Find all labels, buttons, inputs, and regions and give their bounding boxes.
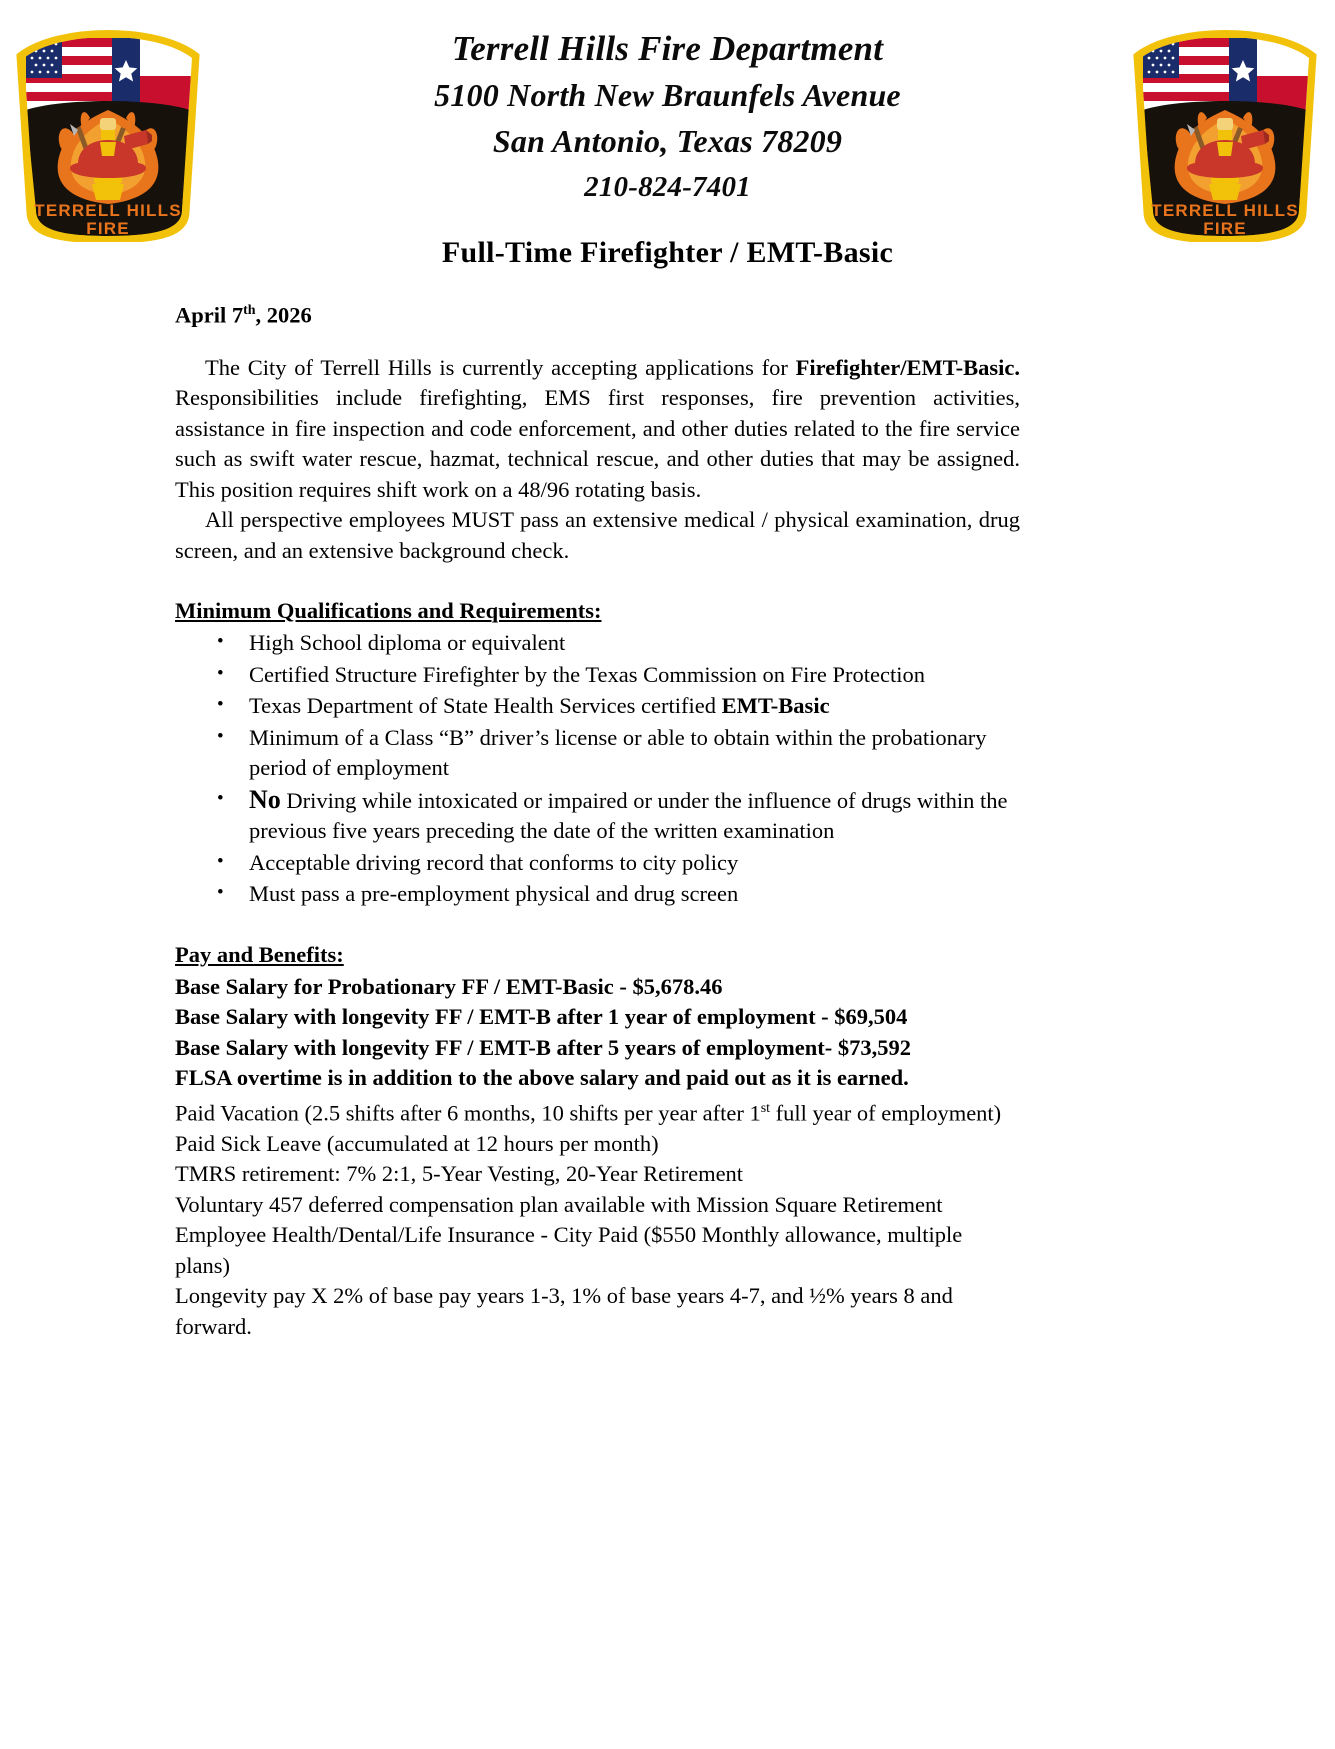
pay-line: Employee Health/Dental/Life Insurance - City Paid ($550 Monthly allowance, multiple plans) — [175, 1222, 963, 1278]
patch-bottom-text: FIRE — [1203, 219, 1247, 238]
city-state-zip: San Antonio, Texas 78209 — [492, 123, 843, 159]
pay-line: Base Salary for Probationary FF / EMT-Basic - $5,678.46 — [175, 973, 723, 999]
pay-line: Base Salary with longevity FF / EMT-B after 1 year of employment - $69,504 — [175, 1004, 908, 1029]
vacation-text-a: Paid Vacation (2.5 shifts after 6 months, 10 shifts per year after 1 — [175, 1100, 761, 1125]
list-item — [217, 723, 1020, 784]
intro-p1-part-a: The City of Terrell Hills is currently accepting applications for — [205, 354, 796, 380]
department-name: Terrell Hills Fire Department — [451, 29, 884, 68]
fire-department-patch-left-icon — [12, 14, 204, 242]
list-item — [217, 691, 1020, 722]
page-title: Full-Time Firefighter / EMT-Basic — [441, 236, 894, 269]
list-item — [217, 785, 1020, 847]
posting-date — [175, 296, 1020, 331]
qualifications-list — [175, 628, 1020, 910]
pay-line: TMRS retirement: 7% 2:1, 5-Year Vesting, 20-Year Retirement — [175, 1161, 744, 1186]
patch-top-text: TERRELL HILLS — [1151, 201, 1299, 220]
qualification-text: Acceptable driving record that conforms to city policy — [249, 849, 739, 875]
pay-line: Longevity pay X 2% of base pay years 1-3, 1% of base years 4-7, and ½% years 8 and forward. — [175, 1283, 953, 1339]
street-address: 5100 North New Braunfels Avenue — [434, 77, 901, 113]
list-item — [217, 879, 1020, 910]
qualification-text: Certified Structure Firefighter by the Texas Commission on Fire Protection — [249, 661, 926, 687]
pay-benefits-heading: Pay and Benefits: — [175, 941, 344, 967]
posting-date-monthday: April 7 — [175, 302, 244, 328]
letterhead — [215, 26, 1120, 210]
vacation-ordinal: st — [760, 1100, 770, 1116]
document-body — [175, 296, 1020, 1342]
fire-department-patch-right-icon — [1129, 14, 1321, 242]
qualification-text: Texas Department of State Health Services certified — [249, 693, 722, 718]
intro-paragraph-1 — [175, 353, 1020, 506]
vacation-text-b: full year of employment) — [770, 1100, 1002, 1125]
qualification-lead-emphasis: No — [249, 784, 281, 814]
list-item — [217, 660, 1020, 691]
intro-p1-part-b: Responsibilities include firefighting, EMS first responses, fire prevention activities, assistance in fire inspection and code enforcement, and other duties related to the fire service such as swift water rescue, hazmat, technical rescue, and other duties that may be assigned. This position requires shift work on a 48/96 rotating basis. — [175, 385, 1020, 502]
qualification-emphasis: EMT-Basic — [721, 693, 830, 718]
qualification-text: Driving while intoxicated or impaired or under the influence of drugs within the previous five years preceding the date of the written examination — [249, 787, 1008, 843]
patch-top-text: TERRELL HILLS — [34, 201, 182, 220]
posting-date-year: , 2026 — [255, 302, 312, 328]
qualification-text: Minimum of a Class “B” driver’s license or able to obtain within the probationary period of employment — [249, 724, 987, 780]
qualifications-heading: Minimum Qualifications and Requirements: — [175, 598, 602, 623]
intro-p1-bold: Firefighter/EMT-Basic. — [795, 354, 1020, 380]
posting-date-ordinal: th — [243, 303, 256, 318]
qualification-text: High School diploma or equivalent — [249, 630, 566, 655]
qualification-text: Must pass a pre-employment physical and drug screen — [249, 881, 739, 906]
list-item — [217, 848, 1020, 879]
pay-line: Paid Sick Leave (accumulated at 12 hours per month) — [175, 1130, 659, 1156]
intro-paragraph-2: All perspective employees MUST pass an extensive medical / physical examination, drug screen, and an extensive background check. — [175, 507, 1020, 563]
pay-line: FLSA overtime is in addition to the above salary and paid out as it is earned. — [175, 1065, 909, 1090]
pay-line: Base Salary with longevity FF / EMT-B after 5 years of employment- $73,592 — [175, 1034, 911, 1060]
pay-line: Voluntary 457 deferred compensation plan available with Mission Square Retirement — [175, 1191, 943, 1217]
pay-benefits-list — [175, 972, 1020, 1343]
patch-bottom-text: FIRE — [86, 219, 130, 238]
list-item — [217, 628, 1020, 659]
phone-number: 210-824-7401 — [584, 171, 751, 203]
pay-line-vacation — [175, 1094, 1020, 1129]
